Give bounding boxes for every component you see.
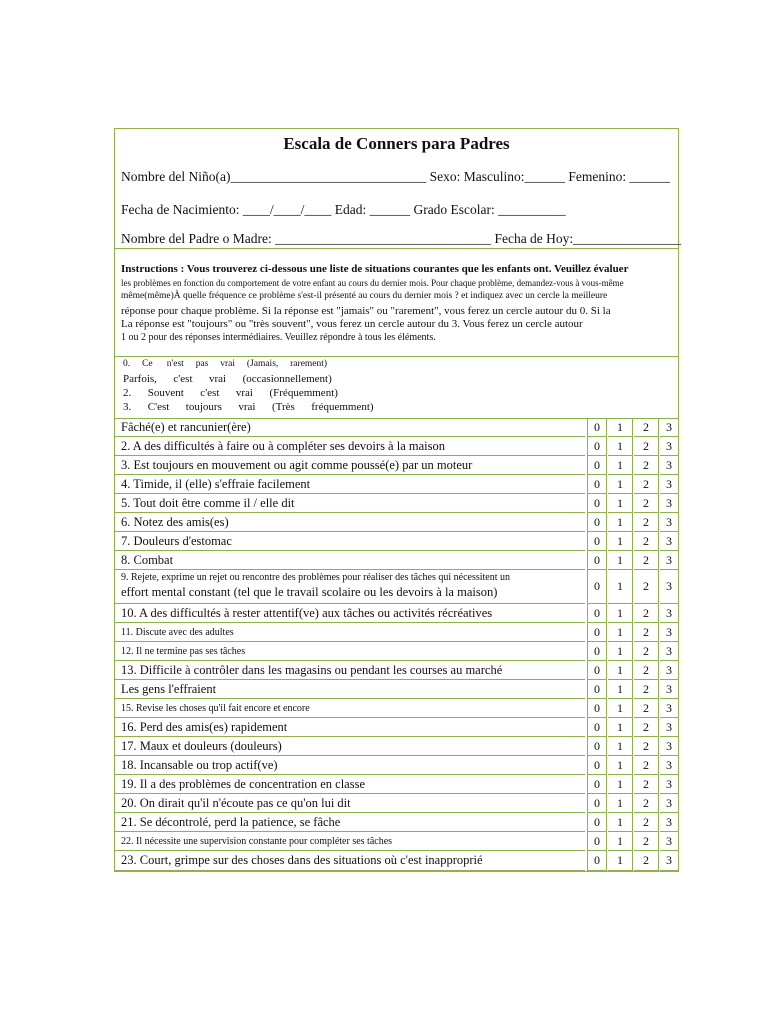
conners-form — [114, 128, 682, 872]
rating-option-3[interactable]: 3 — [660, 532, 678, 551]
table-row — [115, 456, 678, 475]
item-question: 16. Perd des amis(es) rapidement — [115, 718, 585, 737]
rating-option-0[interactable]: 0 — [587, 437, 607, 456]
form-title: Escala de Conners para Padres — [283, 134, 510, 153]
rating-option-3[interactable]: 3 — [660, 832, 678, 851]
instructions-heading: Instructions : Vous trouverez ci-dessous une liste de situations courantes que les enfants ont. Veuillez évaluer — [121, 263, 629, 275]
item-question: 21. Se décontrolé, perd la patience, se fâche — [115, 813, 585, 832]
item-question: 2. A des difficultés à faire ou à compléter ses devoirs à la maison — [115, 437, 585, 456]
rating-option-3[interactable]: 3 — [660, 418, 678, 437]
rating-option-2[interactable]: 2 — [634, 623, 659, 642]
rating-option-2[interactable]: 2 — [634, 851, 659, 871]
rating-option-3[interactable]: 3 — [660, 551, 678, 570]
rating-option-2[interactable]: 2 — [634, 494, 659, 513]
table-row — [115, 813, 678, 832]
rating-option-1[interactable]: 1 — [608, 794, 633, 813]
rating-option-0[interactable]: 0 — [587, 513, 607, 532]
table-row — [115, 775, 678, 794]
scale-2: 2. Souvent c'est vrai (Fréquemment) — [123, 387, 338, 399]
rating-option-2[interactable]: 2 — [634, 642, 659, 661]
rating-option-2[interactable]: 2 — [634, 718, 659, 737]
rating-option-1[interactable]: 1 — [608, 680, 633, 699]
rating-option-0[interactable]: 0 — [587, 737, 607, 756]
item-question: 3. Est toujours en mouvement ou agit comme poussé(e) par un moteur — [115, 456, 585, 475]
rating-option-0[interactable]: 0 — [587, 642, 607, 661]
rating-option-1[interactable]: 1 — [608, 737, 633, 756]
rating-option-2[interactable]: 2 — [634, 661, 659, 680]
rating-option-1[interactable]: 1 — [608, 661, 633, 680]
rating-option-3[interactable]: 3 — [660, 813, 678, 832]
rating-option-1[interactable]: 1 — [608, 604, 633, 623]
rating-option-3[interactable]: 3 — [660, 475, 678, 494]
instructions-text-1: les problèmes en fonction du comportement de votre enfant au cours du dernier mois. Pour chaque problème, demandez-vous à vous-même — [121, 278, 624, 288]
instructions-text-2: même(même)À quelle fréquence ce problème s'est-il présenté au cours du dernier mois ? et indiquez avec un cercle la meilleure — [121, 291, 608, 301]
scale-1: Parfois, c'est vrai (occasionnellement) — [123, 373, 332, 385]
instructions-text-3: réponse pour chaque problème. Si la réponse est "jamais" ou "rarement", vous ferez un cercle autour du 0. Si la — [121, 305, 611, 317]
item-question: 8. Combat — [115, 551, 585, 570]
rating-option-2[interactable]: 2 — [634, 475, 659, 494]
rating-option-3[interactable]: 3 — [660, 513, 678, 532]
rating-option-0[interactable]: 0 — [587, 661, 607, 680]
rating-option-0[interactable]: 0 — [587, 532, 607, 551]
table-row — [115, 661, 678, 680]
rating-option-1[interactable]: 1 — [608, 775, 633, 794]
rating-option-3[interactable]: 3 — [660, 661, 678, 680]
rating-option-2[interactable]: 2 — [634, 570, 659, 604]
item-question-line-1: 9. Rejete, exprime un rejet ou rencontre des problèmes pour réaliser des tâches qui nécessitent un — [121, 572, 511, 583]
rating-option-2[interactable]: 2 — [634, 813, 659, 832]
rating-option-0[interactable]: 0 — [587, 456, 607, 475]
scale-0: 0. Ce n'est pas vrai (Jamais, rarement) — [123, 359, 328, 369]
item-question: 20. On dirait qu'il n'écoute pas ce qu'on lui dit — [115, 794, 585, 813]
rating-option-3[interactable]: 3 — [660, 699, 678, 718]
rating-option-1[interactable]: 1 — [608, 718, 633, 737]
rating-option-1[interactable]: 1 — [608, 494, 633, 513]
table-row — [115, 570, 678, 604]
table-row — [115, 604, 678, 623]
rating-option-1[interactable]: 1 — [608, 642, 633, 661]
table-row — [115, 718, 678, 737]
table-row — [115, 794, 678, 813]
table-row — [115, 832, 678, 851]
rating-option-3[interactable]: 3 — [660, 437, 678, 456]
rating-option-0[interactable]: 0 — [587, 680, 607, 699]
item-question: 10. A des difficultés à rester attentif(ve) aux tâches ou activités récréatives — [115, 604, 585, 623]
rating-option-1[interactable]: 1 — [608, 756, 633, 775]
rating-option-0[interactable]: 0 — [587, 794, 607, 813]
rating-option-2[interactable]: 2 — [634, 680, 659, 699]
item-question: 7. Douleurs d'estomac — [115, 532, 585, 551]
rating-option-1[interactable]: 1 — [608, 623, 633, 642]
birthdate-line: Fecha de Nacimiento: ____/____/____ Edad: ______ Grado Escolar: __________ — [121, 202, 566, 217]
rating-option-2[interactable]: 2 — [634, 699, 659, 718]
table-row — [115, 437, 678, 456]
item-question: 5. Tout doit être comme il / elle dit — [115, 494, 585, 513]
instructions-text-4: La réponse est "toujours" ou "très souvent", vous ferez un cercle autour du 3. Vous ferez un cercle autour — [121, 318, 583, 330]
rating-option-0[interactable]: 0 — [587, 494, 607, 513]
rating-scale-legend — [115, 356, 678, 419]
rating-option-3[interactable]: 3 — [660, 737, 678, 756]
item-question: 13. Difficile à contrôler dans les magasins ou pendant les courses au marché — [115, 661, 585, 680]
rating-option-0[interactable]: 0 — [587, 756, 607, 775]
rating-option-1[interactable]: 1 — [608, 456, 633, 475]
item-question: Fâché(e) et rancunier(ère) — [115, 418, 585, 437]
rating-option-0[interactable]: 0 — [587, 699, 607, 718]
table-row — [115, 623, 678, 642]
rating-option-1[interactable]: 1 — [608, 551, 633, 570]
rating-option-3[interactable]: 3 — [660, 775, 678, 794]
rating-option-1[interactable]: 1 — [608, 475, 633, 494]
form-header — [115, 129, 682, 249]
rating-option-3[interactable]: 3 — [660, 642, 678, 661]
child-name-line: Nombre del Niño(a)_____________________________ Sexo: Masculino:______ Femenino: ______ — [121, 169, 670, 184]
rating-option-0[interactable]: 0 — [587, 418, 607, 437]
rating-option-0[interactable]: 0 — [587, 813, 607, 832]
table-row — [115, 494, 678, 513]
item-question: 15. Revise les choses qu'il fait encore et encore — [115, 699, 585, 718]
rating-option-0[interactable]: 0 — [587, 551, 607, 570]
rating-option-3[interactable]: 3 — [660, 794, 678, 813]
rating-option-3[interactable]: 3 — [660, 680, 678, 699]
table-row — [115, 699, 678, 718]
rating-option-1[interactable]: 1 — [608, 570, 633, 604]
rating-option-3[interactable]: 3 — [660, 623, 678, 642]
item-question: 22. Il nécessite une supervision constante pour compléter ses tâches — [115, 832, 585, 851]
table-row — [115, 475, 678, 494]
rating-option-2[interactable]: 2 — [634, 456, 659, 475]
instructions-text-5: 1 ou 2 pour des réponses intermédiaires. Veuillez répondre à tous les éléments. — [121, 332, 436, 343]
rating-option-1[interactable]: 1 — [608, 513, 633, 532]
rating-option-0[interactable]: 0 — [587, 623, 607, 642]
rating-option-1[interactable]: 1 — [608, 437, 633, 456]
rating-option-3[interactable]: 3 — [660, 494, 678, 513]
rating-option-3[interactable]: 3 — [660, 604, 678, 623]
rating-option-3[interactable]: 3 — [660, 718, 678, 737]
instructions-section — [115, 248, 678, 357]
rating-option-1[interactable]: 1 — [608, 851, 633, 871]
rating-option-0[interactable]: 0 — [587, 832, 607, 851]
rating-option-2[interactable]: 2 — [634, 737, 659, 756]
scale-3: 3. C'est toujours vrai (Très fréquemment) — [123, 401, 374, 413]
rating-option-1[interactable]: 1 — [608, 532, 633, 551]
rating-option-2[interactable]: 2 — [634, 775, 659, 794]
parent-name-line: Nombre del Padre o Madre: ________________________________ Fecha de Hoy:________________ — [121, 231, 682, 246]
item-question: 6. Notez des amis(es) — [115, 513, 585, 532]
rating-option-2[interactable]: 2 — [634, 418, 659, 437]
table-row — [115, 642, 678, 661]
rating-option-1[interactable]: 1 — [608, 813, 633, 832]
item-question: 11. Discute avec des adultes — [115, 623, 585, 642]
rating-option-1[interactable]: 1 — [608, 418, 633, 437]
table-row — [115, 851, 678, 871]
rating-option-0[interactable]: 0 — [587, 718, 607, 737]
item-question — [115, 570, 585, 604]
rating-option-3[interactable]: 3 — [660, 756, 678, 775]
item-question: 23. Court, grimpe sur des choses dans des situations où c'est inapproprié — [115, 851, 585, 871]
rating-option-0[interactable]: 0 — [587, 604, 607, 623]
item-question: 18. Incansable ou trop actif(ve) — [115, 756, 585, 775]
rating-option-2[interactable]: 2 — [634, 513, 659, 532]
rating-option-2[interactable]: 2 — [634, 832, 659, 851]
rating-option-3[interactable]: 3 — [660, 570, 678, 604]
rating-option-1[interactable]: 1 — [608, 699, 633, 718]
rating-option-3[interactable]: 3 — [660, 851, 678, 871]
item-question: Les gens l'effraient — [115, 680, 585, 699]
rating-option-2[interactable]: 2 — [634, 551, 659, 570]
rating-option-2[interactable]: 2 — [634, 794, 659, 813]
rating-option-0[interactable]: 0 — [587, 475, 607, 494]
table-row — [115, 680, 678, 699]
item-question: 4. Timide, il (elle) s'effraie facilement — [115, 475, 585, 494]
item-question-line-2: effort mental constant (tel que le travail scolaire ou les devoirs à la maison) — [121, 585, 498, 599]
table-row — [115, 513, 678, 532]
table-row — [115, 418, 678, 437]
item-question: 19. Il a des problèmes de concentration en classe — [115, 775, 585, 794]
table-row — [115, 756, 678, 775]
table-row — [115, 737, 678, 756]
rating-option-0[interactable]: 0 — [587, 570, 607, 604]
rating-option-1[interactable]: 1 — [608, 832, 633, 851]
rating-option-0[interactable]: 0 — [587, 851, 607, 871]
item-question: 12. Il ne termine pas ses tâches — [115, 642, 585, 661]
rating-option-2[interactable]: 2 — [634, 437, 659, 456]
rating-option-2[interactable]: 2 — [634, 604, 659, 623]
rating-option-2[interactable]: 2 — [634, 532, 659, 551]
table-row — [115, 532, 678, 551]
table-row — [115, 551, 678, 570]
item-question: 17. Maux et douleurs (douleurs) — [115, 737, 585, 756]
rating-option-3[interactable]: 3 — [660, 456, 678, 475]
rating-option-0[interactable]: 0 — [587, 775, 607, 794]
rating-option-2[interactable]: 2 — [634, 756, 659, 775]
